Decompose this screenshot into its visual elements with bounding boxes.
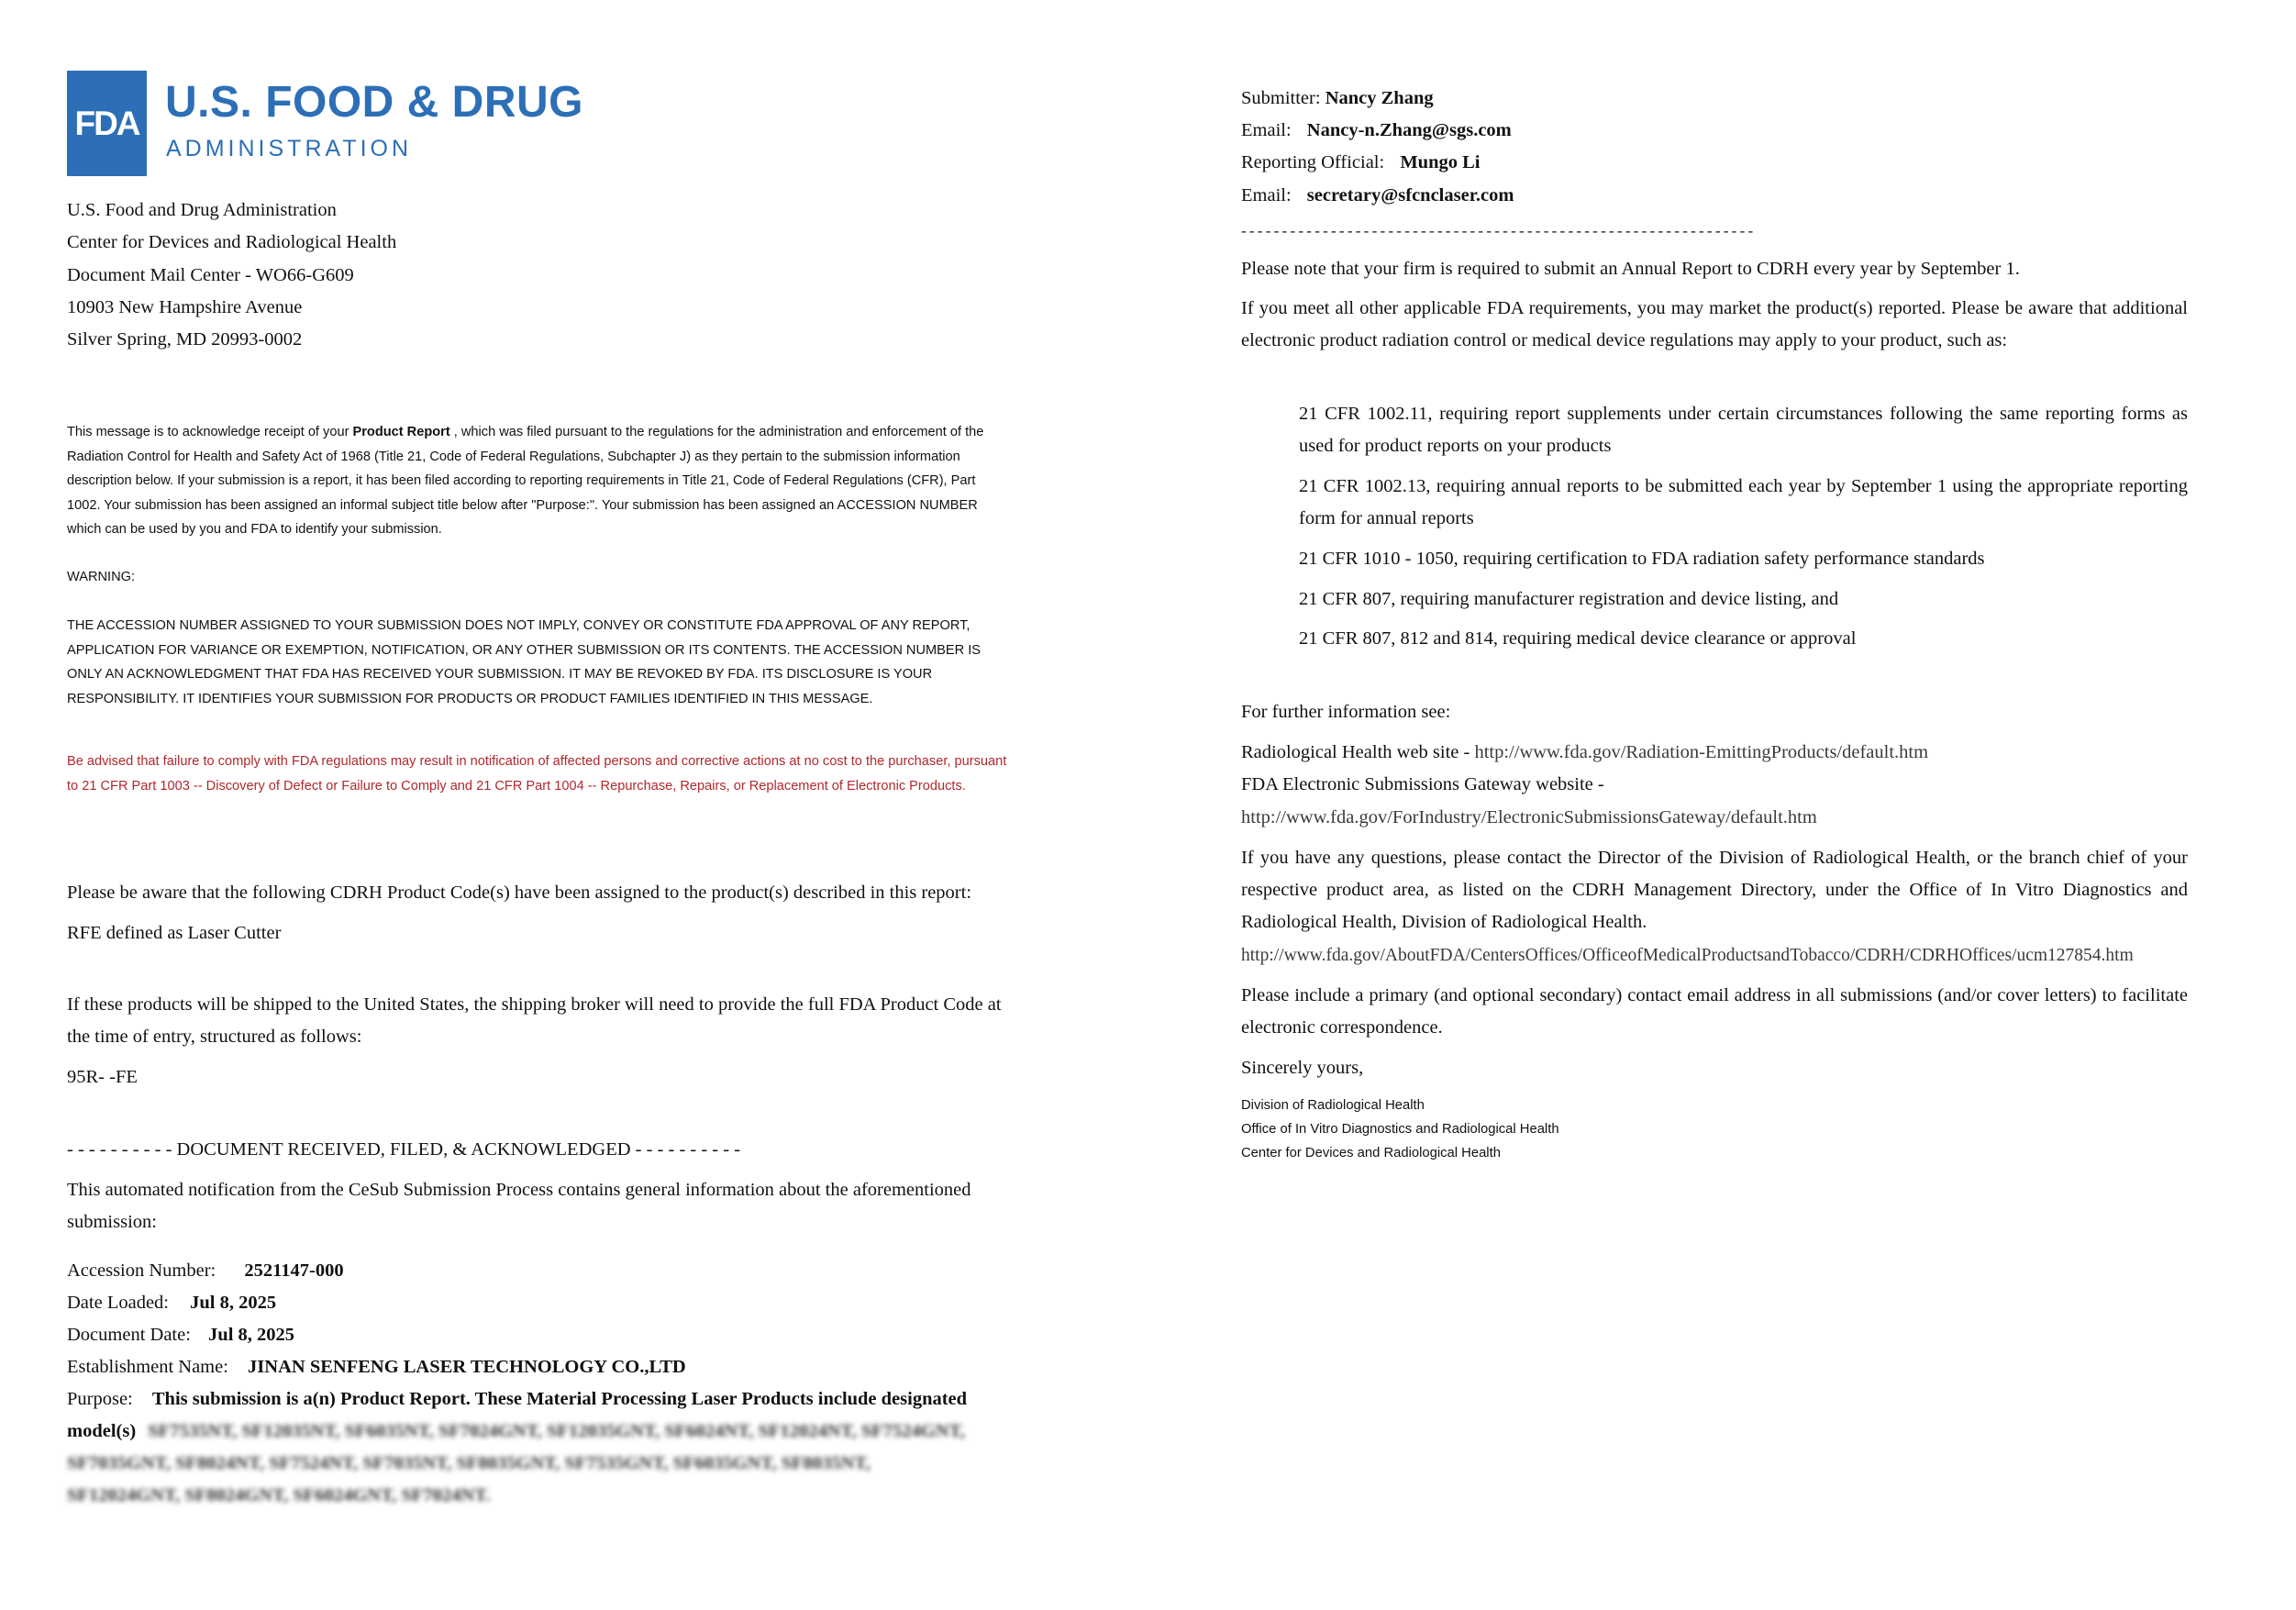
accession-row bbox=[67, 1255, 344, 1287]
ack-text-rest: , which was filed pursuant to the regulations for the administration and enforcement of the Radiation Control for Health and Safety Act of 1968 (Title 21, Code of Federal Regulations, Subchapter J) as they pertain to the submission information description below. If your submission is a report, it has been filed according to reporting requirements in Title 21, Code of Federal Regulations (CFR), Part 1002. Your submission has been assigned an informal subject title below after "Purpose:". Your submission has been assigned an ACCESSION NUMBER which can be used by you and FDA to identify your submission. bbox=[67, 425, 984, 537]
address-line: Center for Devices and Radiological Health bbox=[67, 232, 397, 252]
submitter-email[interactable]: Nancy-n.Zhang@sgs.com bbox=[1306, 120, 1512, 140]
email-label: Email: bbox=[1241, 120, 1292, 140]
directory-link[interactable]: http://www.fda.gov/AboutFDA/CentersOffices/OfficeofMedicalProductsandTobacco/CDRH/CDRHOffices/ucm127854.htm bbox=[1241, 946, 2134, 965]
ack-text: This message is to acknowledge receipt of your bbox=[67, 425, 353, 439]
advisory-text: Be advised that failure to comply with FDA regulations may result in notification of affected persons and corrective actions at no cost to the purchaser, pursuant to 21 CFR Part 1003 -- Discovery of Defect or Failure to Comply and 21 CFR Part 1004 -- Repurchase, Repairs, or Replacement of Electronic Products. bbox=[67, 754, 1007, 794]
notification-paragraph: This automated notification from the CeSub Submission Process contains general information about the aforementioned submission: bbox=[67, 1180, 971, 1232]
product-code-intro: Please be aware that the following CDRH Product Code(s) have been assigned to the product(s) described in this report: bbox=[67, 883, 972, 903]
regulation-item: 21 CFR 1002.11, requiring report supplements under certain circumstances following the same reporting forms as used for product reports on your products bbox=[1299, 404, 2188, 456]
radiological-health-row bbox=[1241, 737, 1928, 769]
accession-label: Accession Number: bbox=[67, 1260, 216, 1281]
date-loaded-row bbox=[67, 1287, 276, 1319]
submitter-name: Nancy Zhang bbox=[1325, 88, 1434, 108]
regulation-item: 21 CFR 1010 - 1050, requiring certification to FDA radiation safety performance standards bbox=[1299, 549, 1985, 569]
models-list: SF7035GNT, SF8024NT, SF7524NT, SF7035NT, SF8035GNT, SF7535GNT, SF6035GNT, SF8035NT, bbox=[67, 1453, 871, 1473]
radiological-health-link[interactable]: http://www.fda.gov/Radiation-EmittingProducts/default.htm bbox=[1474, 742, 1929, 762]
regulation-item: 21 CFR 1002.13, requiring annual reports to be submitted each year by September 1 using the appropriate reporting form for annual reports bbox=[1299, 476, 2188, 528]
submitter-row bbox=[1241, 83, 1434, 115]
purpose-text: This submission is a(n) Product Report. These Material Processing Laser Products include designated bbox=[151, 1389, 968, 1409]
address-line: Document Mail Center - WO66-G609 bbox=[67, 265, 354, 285]
ack-report-type: Product Report bbox=[352, 425, 450, 439]
shipping-paragraph: If these products will be shipped to the United States, the shipping broker will need to provide the full FDA Product Code at the time of entry, structured as follows: bbox=[67, 994, 1002, 1047]
fda-logo-subtitle: ADMINISTRATION bbox=[166, 136, 413, 161]
date-loaded-label: Date Loaded: bbox=[67, 1293, 169, 1313]
regulation-item: 21 CFR 807, 812 and 814, requiring medical device clearance or approval bbox=[1299, 628, 1857, 649]
models-label: model(s) bbox=[67, 1421, 137, 1441]
address-line: U.S. Food and Drug Administration bbox=[67, 200, 337, 220]
fda-badge: FDA bbox=[67, 71, 147, 176]
establishment-name: JINAN SENFENG LASER TECHNOLOGY CO.,LTD bbox=[248, 1357, 686, 1377]
address-line: 10903 New Hampshire Avenue bbox=[67, 297, 303, 317]
document-date-label: Document Date: bbox=[67, 1325, 191, 1345]
closing: Sincerely yours, bbox=[1241, 1058, 1364, 1078]
official-row bbox=[1241, 147, 1480, 179]
gateway-link[interactable]: http://www.fda.gov/ForIndustry/ElectronicSubmissionsGateway/default.htm bbox=[1241, 807, 1817, 827]
signature-line: Center for Devices and Radiological Health bbox=[1241, 1146, 1501, 1160]
official-name: Mungo Li bbox=[1400, 152, 1481, 172]
signature-line: Office of In Vitro Diagnostics and Radiological Health bbox=[1241, 1122, 1559, 1137]
accession-number: 2521147-000 bbox=[244, 1260, 344, 1281]
submitter-label: Submitter: bbox=[1241, 88, 1321, 108]
email-label: Email: bbox=[1241, 185, 1292, 205]
gateway-label: FDA Electronic Submissions Gateway website - bbox=[1241, 774, 1604, 794]
submitter-email-row bbox=[1241, 115, 1512, 147]
establishment-row bbox=[67, 1351, 686, 1383]
fda-logo-title: U.S. FOOD & DRUG bbox=[165, 78, 584, 127]
purpose-label: Purpose: bbox=[67, 1389, 133, 1409]
official-label: Reporting Official: bbox=[1241, 152, 1385, 172]
models-list: SF7535NT, SF12035NT, SF6035NT, SF7024GNT, SF12035GNT, SF6024NT, SF12024NT, SF7524GNT, bbox=[148, 1421, 965, 1441]
product-code: RFE defined as Laser Cutter bbox=[67, 923, 282, 943]
warning-text: THE ACCESSION NUMBER ASSIGNED TO YOUR SUBMISSION DOES NOT IMPLY, CONVEY OR CONSTITUTE FDA APPROVAL OF ANY REPORT, APPLICATION FOR VARIANCE OR EXEMPTION, NOTIFICATION, OR ANY OTHER SUBMISSION OR ITS CONTENTS. THE ACCESSION NUMBER IS ONLY AN ACKNOWLEDGMENT THAT FDA HAS RECEIVED YOUR SUBMISSION. IT MAY BE REVOKED BY FDA. ITS DISCLOSURE IS YOUR RESPONSIBILITY. IT IDENTIFIES YOUR SUBMISSION FOR PRODUCTS OR PRODUCT FAMILIES IDENTIFIED IN THIS MESSAGE. bbox=[67, 618, 982, 706]
warning-label: WARNING: bbox=[67, 570, 136, 584]
contact-divider: - - - - - - - - - - - - - - - - - - - - - - - - - - - - - - - - - - - - - - - - - - - - - - - - - - - - - - - - - - - - - - - bbox=[1241, 222, 1753, 239]
establishment-label: Establishment Name: bbox=[67, 1357, 228, 1377]
models-list: SF12024GNT, SF8024GNT, SF6024GNT, SF7024NT. bbox=[67, 1485, 491, 1505]
signature-line: Division of Radiological Health bbox=[1241, 1098, 1425, 1113]
further-info-heading: For further information see: bbox=[1241, 702, 1451, 722]
acknowledgement-paragraph bbox=[67, 420, 1012, 542]
email-note-paragraph: Please include a primary (and optional secondary) contact email address in all submissions (and/or cover letters) to facilitate electronic correspondence. bbox=[1241, 985, 2188, 1038]
official-email[interactable]: secretary@sfcnclaser.com bbox=[1306, 185, 1514, 205]
radiological-health-label: Radiological Health web site - bbox=[1241, 742, 1475, 762]
received-divider: - - - - - - - - - - DOCUMENT RECEIVED, FILED, & ACKNOWLEDGED - - - - - - - - - - bbox=[67, 1139, 741, 1160]
purpose-row bbox=[67, 1383, 967, 1416]
questions-paragraph: If you have any questions, please contact the Director of the Division of Radiological Health, or the branch chief of your respective product area, as listed on the CDRH Management Directory, under the Office of In Vitro Diagnostics and Radiological Health, Division of Radiological Health. bbox=[1241, 848, 2188, 932]
annual-report-note: Please note that your firm is required to submit an Annual Report to CDRH every year by September 1. bbox=[1241, 259, 2020, 279]
official-email-row bbox=[1241, 180, 1514, 212]
address-line: Silver Spring, MD 20993-0002 bbox=[67, 329, 303, 350]
models-row bbox=[67, 1416, 965, 1448]
regulation-item: 21 CFR 807, requiring manufacturer registration and device listing, and bbox=[1299, 589, 1839, 609]
document-date-row bbox=[67, 1319, 294, 1351]
document-date-value: Jul 8, 2025 bbox=[208, 1325, 295, 1345]
date-loaded-value: Jul 8, 2025 bbox=[190, 1293, 277, 1313]
market-paragraph: If you meet all other applicable FDA requirements, you may market the product(s) reported. Please be aware that additional electronic product radiation control or medical device regulations may apply to your product, such as: bbox=[1241, 298, 2188, 350]
full-product-code: 95R- -FE bbox=[67, 1067, 138, 1087]
